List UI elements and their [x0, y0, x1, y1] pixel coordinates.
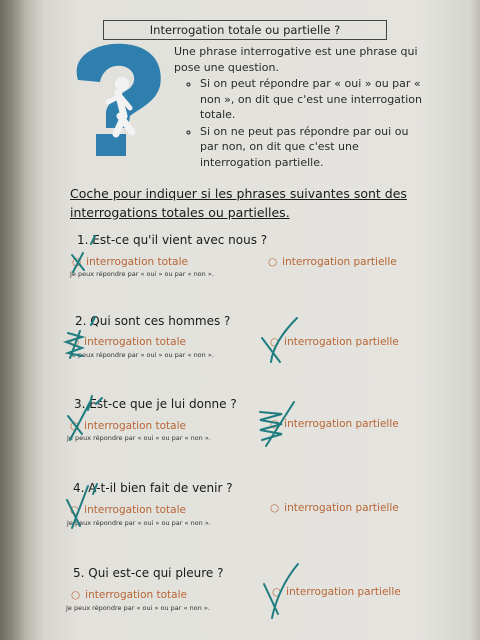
instruction: Coche pour indiquer si les phrases suivantes sont des interrogations totales ou partielles.: [70, 186, 407, 220]
option-partial-3[interactable]: [270, 418, 399, 430]
option-label: interrogation totale: [84, 336, 186, 348]
option-label: interrogation partielle: [282, 256, 397, 268]
hint-text: Je peux répondre par « oui » ou par « non ».: [67, 519, 211, 527]
checkbox-icon[interactable]: ○: [268, 256, 278, 268]
option-total-2[interactable]: [70, 336, 186, 348]
hint-text: Je peux répondre par « oui » ou par « non ».: [70, 270, 214, 278]
intro-text: [174, 44, 424, 170]
checkbox-icon[interactable]: ○: [72, 256, 82, 268]
question-2: [75, 314, 230, 328]
option-partial-5[interactable]: [272, 586, 401, 598]
option-total-5[interactable]: [71, 589, 187, 601]
option-label: interrogation totale: [84, 420, 186, 432]
question-text: A-t-il bien fait de venir ?: [88, 481, 233, 495]
hint-text: Je peux répondre par « oui » ou par « non ».: [67, 434, 211, 442]
option-partial-2[interactable]: [270, 336, 399, 348]
checkbox-icon[interactable]: ○: [270, 502, 280, 514]
intro-definition: Une phrase interrogative est une phrase qui pose une question.: [174, 45, 418, 74]
intro-bullets: [174, 76, 424, 170]
checkbox-icon[interactable]: ○: [70, 504, 80, 516]
question-mark-illustration: [60, 42, 168, 160]
intro-bullet-total: ◦ Si on peut répondre par « oui » ou par « non », on dit que c'est une interrogation totale.: [200, 76, 424, 123]
question-number: 4.: [73, 481, 85, 495]
intro-bullet-partial: ◦ Si on ne peut pas répondre par oui ou par non, on dit que c'est une interrogation partielle.: [200, 124, 424, 171]
question-text: Qui sont ces hommes ?: [90, 314, 231, 328]
option-label: interrogation partielle: [284, 418, 399, 430]
question-number: 3.: [74, 397, 86, 411]
option-label: interrogation totale: [85, 589, 187, 601]
option-label: interrogation totale: [84, 504, 186, 516]
option-partial-1[interactable]: [268, 256, 397, 268]
question-1: [77, 233, 267, 247]
option-total-4[interactable]: [70, 504, 186, 516]
question-text: Est-ce qu'il vient avec nous ?: [92, 233, 268, 247]
hint-text: Je peux répondre par « oui » ou par « non ».: [70, 351, 214, 359]
question-text: Est-ce que je lui donne ?: [89, 397, 237, 411]
worksheet-title: Interrogation totale ou partielle ?: [103, 20, 387, 40]
question-number: 1.: [77, 233, 89, 247]
question-number: 5.: [73, 566, 85, 580]
question-3: [74, 397, 237, 411]
checkbox-icon[interactable]: ○: [270, 418, 280, 430]
option-total-1[interactable]: [72, 256, 188, 268]
question-number: 2.: [75, 314, 87, 328]
option-label: interrogation partielle: [286, 586, 401, 598]
checkbox-icon[interactable]: ○: [272, 586, 282, 598]
question-4: [73, 481, 233, 495]
checkbox-icon[interactable]: ○: [71, 589, 81, 601]
checkbox-icon[interactable]: ○: [70, 336, 80, 348]
question-5: [73, 566, 224, 580]
checkbox-icon[interactable]: ○: [70, 420, 80, 432]
option-partial-4[interactable]: [270, 502, 399, 514]
option-label: interrogation totale: [86, 256, 188, 268]
option-label: interrogation partielle: [284, 502, 399, 514]
option-total-3[interactable]: [70, 420, 186, 432]
hint-text: Je peux répondre par « oui » ou par « non ».: [66, 604, 210, 612]
option-label: interrogation partielle: [284, 336, 399, 348]
checkbox-icon[interactable]: ○: [270, 336, 280, 348]
question-text: Qui est-ce qui pleure ?: [88, 566, 224, 580]
